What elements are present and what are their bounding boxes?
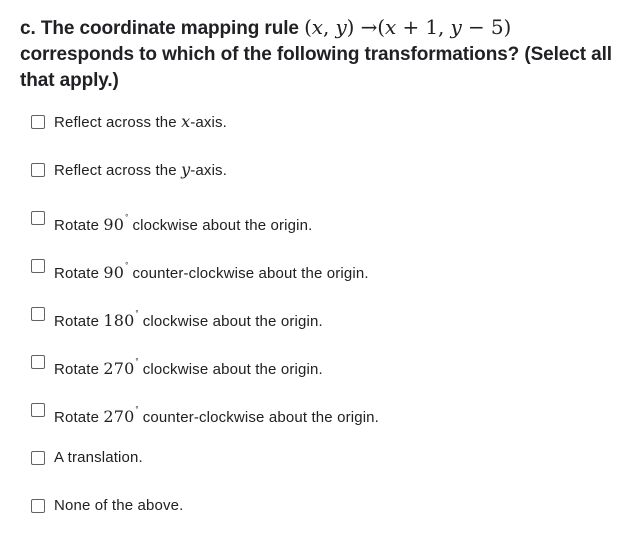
option-label: Rotate 90° clockwise about the origin. — [54, 213, 313, 234]
option-rotate-270-cw[interactable] — [31, 352, 379, 400]
question-prefix: c. The coordinate mapping rule — [20, 18, 299, 39]
option-rotate-270-ccw[interactable] — [31, 400, 379, 448]
checkbox[interactable] — [31, 307, 45, 321]
checkbox[interactable] — [31, 115, 45, 129]
option-none-of-the-above[interactable] — [31, 496, 379, 544]
question-suffix: corresponds to which of the following transformations? (Select all that apply.) — [20, 44, 612, 91]
option-label: None of the above. — [54, 497, 184, 514]
option-label: Rotate 180° clockwise about the origin. — [54, 309, 323, 330]
option-translation[interactable] — [31, 448, 379, 496]
mapping-rule: (x, y) →(x + 1, y − 5) — [304, 15, 512, 39]
checkbox[interactable] — [31, 499, 45, 513]
question-text — [20, 14, 620, 94]
option-reflect-x-axis[interactable] — [31, 112, 379, 160]
checkbox[interactable] — [31, 163, 45, 177]
option-label: Reflect across the x-axis. — [54, 112, 228, 131]
checkbox[interactable] — [31, 403, 45, 417]
option-label: A translation. — [54, 449, 143, 466]
option-label: Rotate 270° counter-clockwise about the origin. — [54, 405, 379, 426]
option-label: Rotate 90° counter-clockwise about the origin. — [54, 261, 369, 282]
option-label: Reflect across the y-axis. — [54, 160, 228, 179]
checkbox[interactable] — [31, 259, 45, 273]
checkbox[interactable] — [31, 211, 45, 225]
option-rotate-90-ccw[interactable] — [31, 256, 379, 304]
option-reflect-y-axis[interactable] — [31, 160, 379, 208]
checkbox[interactable] — [31, 451, 45, 465]
option-rotate-90-cw[interactable] — [31, 208, 379, 256]
checkbox[interactable] — [31, 355, 45, 369]
answer-options-list — [31, 112, 379, 544]
option-rotate-180-cw[interactable] — [31, 304, 379, 352]
option-label: Rotate 270° clockwise about the origin. — [54, 357, 323, 378]
